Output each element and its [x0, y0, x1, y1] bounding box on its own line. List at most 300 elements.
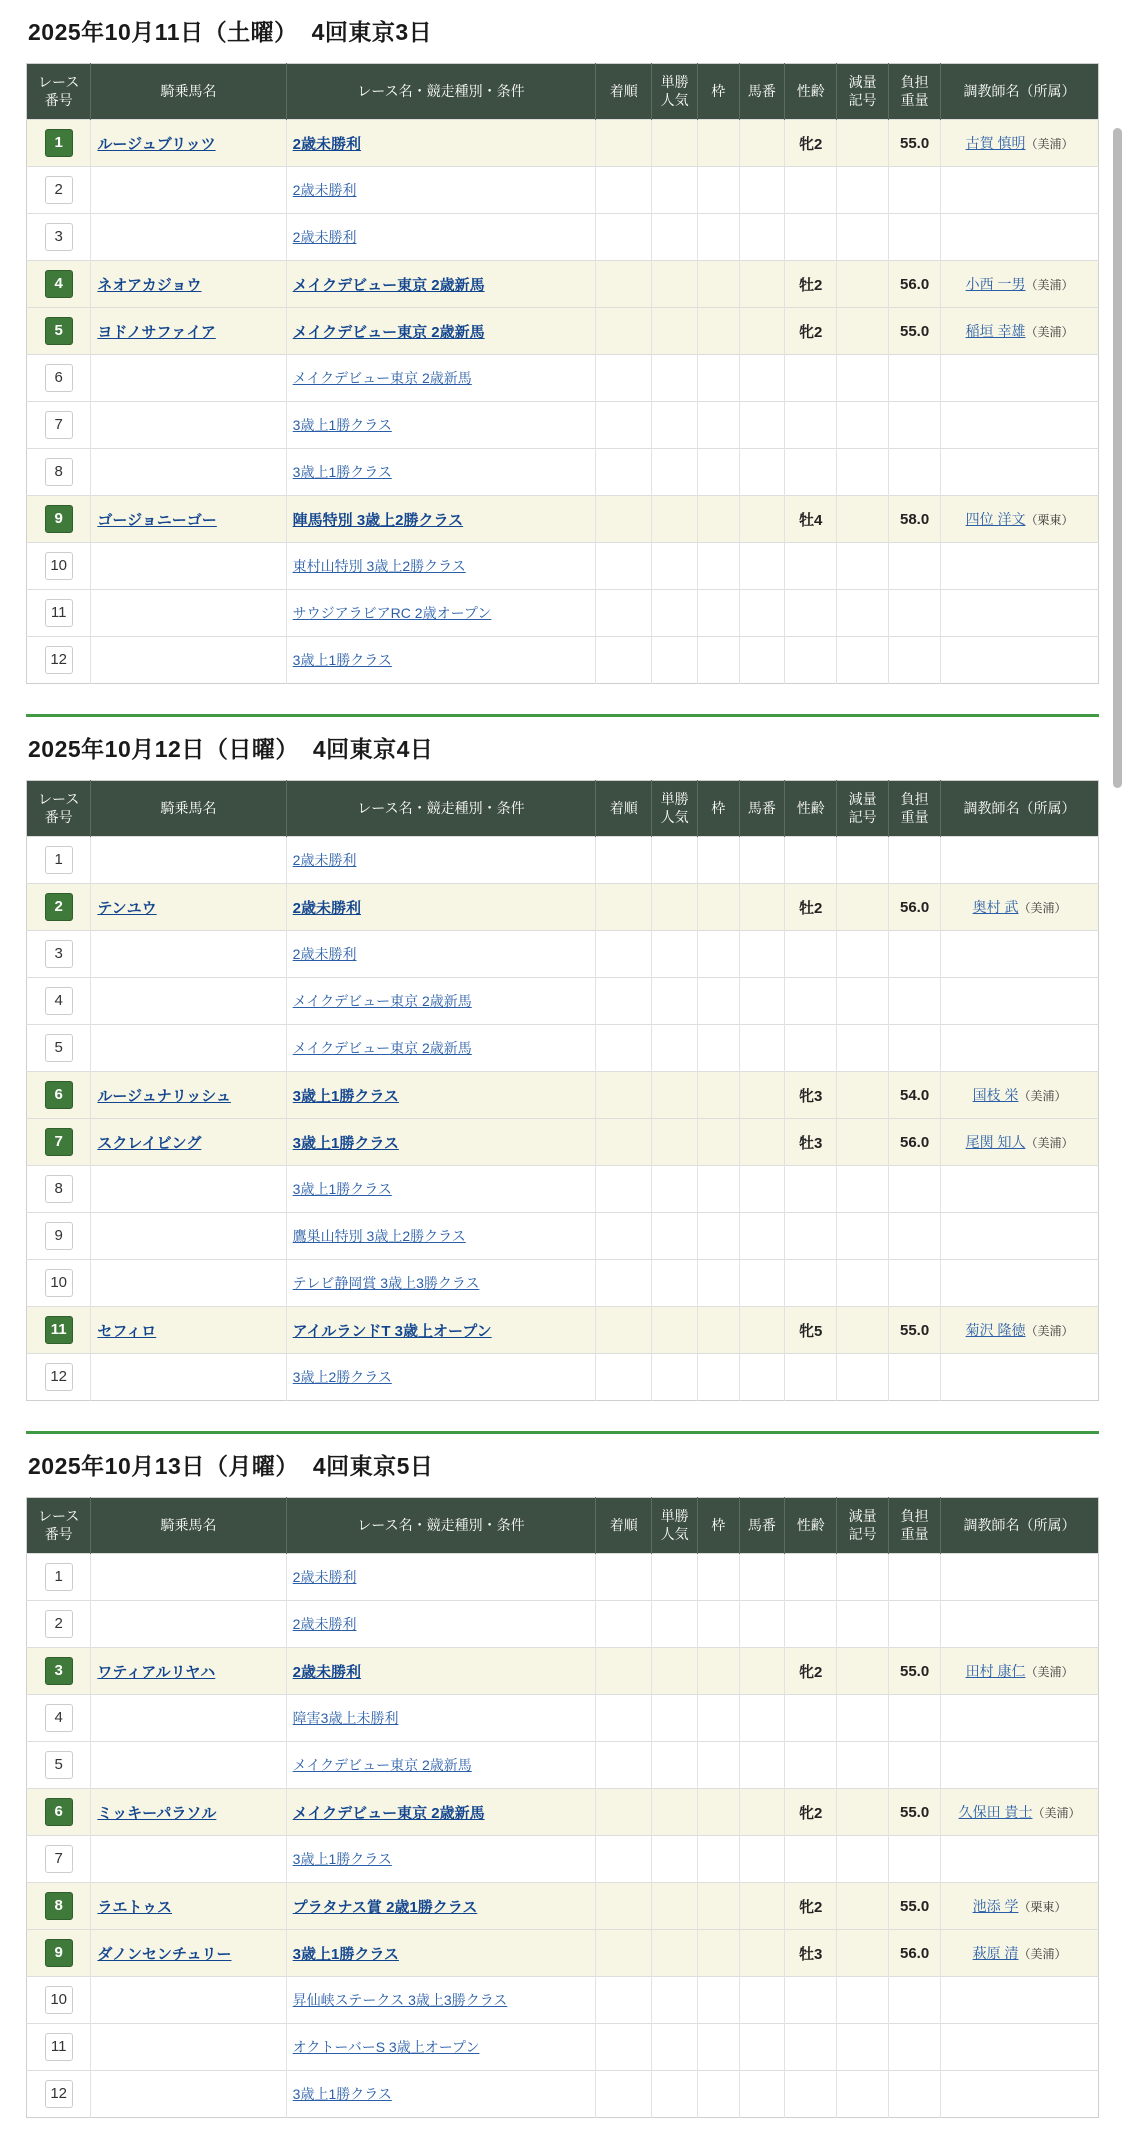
chakujun-cell — [596, 1119, 652, 1166]
race-no-badge[interactable]: 9 — [45, 1939, 73, 1967]
race-no-badge[interactable]: 4 — [45, 1704, 73, 1732]
genryo-cell — [837, 1260, 889, 1307]
horse-name-link[interactable]: ゴージョニーゴー — [97, 511, 217, 529]
race-name-link[interactable]: オクトーバーS 3歳上オープン — [292, 2039, 480, 2055]
race-name-link[interactable]: メイクデビュー東京 2歳新馬 — [292, 1040, 472, 1056]
race-no-cell — [27, 1213, 91, 1260]
race-no-badge[interactable]: 7 — [45, 1845, 73, 1873]
trainer-cell — [941, 167, 1099, 214]
table-row — [27, 1648, 1099, 1695]
race-no-badge[interactable]: 3 — [45, 940, 73, 968]
horse-name-cell — [91, 1836, 286, 1883]
waku-cell — [698, 837, 740, 884]
scrollbar-thumb[interactable] — [1113, 128, 1122, 788]
race-no-badge[interactable]: 5 — [45, 1034, 73, 1062]
table-row — [27, 1213, 1099, 1260]
trainer-link[interactable]: 小西 一男 — [965, 276, 1026, 292]
seirei-cell: 牝2 — [785, 1789, 837, 1836]
trainer-link[interactable]: 池添 学 — [972, 1898, 1019, 1914]
race-name-link[interactable]: アイルランドT 3歳上オープン — [292, 1322, 492, 1340]
race-table — [26, 63, 1099, 684]
umaban-cell — [739, 1883, 785, 1930]
race-no-badge[interactable]: 2 — [45, 176, 73, 204]
race-name-link[interactable]: 3歳上1勝クラス — [292, 464, 392, 480]
tansho-ninki-cell — [652, 543, 698, 590]
horse-name-cell — [91, 1742, 286, 1789]
race-no-badge[interactable]: 9 — [45, 1222, 73, 1250]
race-no-badge[interactable]: 8 — [45, 458, 73, 486]
race-name-link[interactable]: プラタナス賞 2歳1勝クラス — [292, 1898, 478, 1916]
race-no-badge[interactable]: 7 — [45, 411, 73, 439]
race-name-link[interactable]: 2歳未勝利 — [292, 1569, 357, 1585]
race-name-link[interactable]: 2歳未勝利 — [292, 899, 362, 917]
race-name-link[interactable]: 鷹巣山特別 3歳上2勝クラス — [292, 1228, 466, 1244]
race-name-link[interactable]: 3歳上1勝クラス — [292, 1087, 399, 1105]
race-name-link[interactable]: 2歳未勝利 — [292, 1616, 357, 1632]
futan-cell — [889, 402, 941, 449]
chakujun-cell — [596, 1213, 652, 1260]
chakujun-cell — [596, 837, 652, 884]
seirei-cell — [785, 1260, 837, 1307]
horse-name-link[interactable]: ダノンセンチュリー — [97, 1945, 232, 1963]
race-name-cell — [286, 308, 596, 355]
race-no-badge[interactable]: 11 — [45, 1316, 73, 1344]
waku-cell — [698, 1977, 740, 2024]
race-no-cell — [27, 1930, 91, 1977]
race-no-badge[interactable]: 2 — [45, 1610, 73, 1638]
tansho-ninki-cell — [652, 1977, 698, 2024]
trainer-affiliation: （美浦） — [1025, 278, 1074, 292]
umaban-cell — [739, 1260, 785, 1307]
umaban-cell — [739, 496, 785, 543]
genryo-cell — [837, 1354, 889, 1401]
waku-cell — [698, 496, 740, 543]
table-row — [27, 2071, 1099, 2118]
race-no-cell — [27, 1554, 91, 1601]
col-header-horse: 騎乗馬名 — [91, 64, 286, 120]
day-meeting: 4回東京5日 — [312, 1453, 434, 1479]
tansho-ninki-cell — [652, 1883, 698, 1930]
trainer-cell — [941, 1119, 1099, 1166]
race-no-badge[interactable]: 7 — [45, 1128, 73, 1156]
col-header-umaban: 馬番 — [739, 781, 785, 837]
futan-cell: 58.0 — [889, 496, 941, 543]
race-no-cell — [27, 1307, 91, 1354]
race-no-cell — [27, 1072, 91, 1119]
race-name-cell — [286, 1119, 596, 1166]
trainer-affiliation: （栗東） — [1025, 513, 1074, 527]
tansho-ninki-cell — [652, 355, 698, 402]
col-header-race-name: レース名・競走種別・条件 — [286, 781, 596, 837]
horse-name-cell — [91, 2071, 286, 2118]
race-no-cell — [27, 1648, 91, 1695]
futan-cell — [889, 1554, 941, 1601]
race-name-link[interactable]: 2歳未勝利 — [292, 852, 357, 868]
race-no-badge[interactable]: 4 — [45, 987, 73, 1015]
seirei-cell — [785, 1836, 837, 1883]
waku-cell — [698, 167, 740, 214]
race-no-badge[interactable]: 4 — [45, 270, 73, 298]
col-header-tansho-ninki: 単勝 人気 — [652, 1498, 698, 1554]
waku-cell — [698, 1789, 740, 1836]
race-no-cell — [27, 1836, 91, 1883]
genryo-cell — [837, 1742, 889, 1789]
seirei-cell — [785, 1166, 837, 1213]
tansho-ninki-cell — [652, 2071, 698, 2118]
race-name-link[interactable]: 3歳上1勝クラス — [292, 2086, 392, 2102]
futan-cell — [889, 978, 941, 1025]
trainer-cell — [941, 261, 1099, 308]
horse-name-link[interactable]: ルージュナリッシュ — [97, 1087, 231, 1105]
seirei-cell — [785, 543, 837, 590]
futan-cell: 55.0 — [889, 1307, 941, 1354]
race-name-cell — [286, 1260, 596, 1307]
futan-cell — [889, 590, 941, 637]
race-name-link[interactable]: 2歳未勝利 — [292, 135, 362, 153]
race-no-badge[interactable]: 10 — [45, 1986, 73, 2014]
table-row — [27, 1025, 1099, 1072]
waku-cell — [698, 449, 740, 496]
race-no-cell — [27, 1601, 91, 1648]
horse-name-link[interactable]: セフィロ — [97, 1322, 157, 1340]
race-no-badge[interactable]: 1 — [45, 846, 73, 874]
race-no-badge[interactable]: 10 — [45, 1269, 73, 1297]
umaban-cell — [739, 449, 785, 496]
race-name-link[interactable]: 2歳未勝利 — [292, 1663, 362, 1681]
waku-cell — [698, 1836, 740, 1883]
chakujun-cell — [596, 1789, 652, 1836]
race-no-badge[interactable]: 2 — [45, 893, 73, 921]
seirei-cell — [785, 1554, 837, 1601]
horse-name-link[interactable]: ミッキーパラソル — [97, 1804, 217, 1822]
race-no-badge[interactable]: 3 — [45, 223, 73, 251]
race-name-cell — [286, 120, 596, 167]
horse-name-cell — [91, 214, 286, 261]
chakujun-cell — [596, 1930, 652, 1977]
chakujun-cell — [596, 167, 652, 214]
waku-cell — [698, 1260, 740, 1307]
genryo-cell — [837, 637, 889, 684]
race-name-link[interactable]: 3歳上1勝クラス — [292, 417, 392, 433]
chakujun-cell — [596, 1977, 652, 2024]
race-name-cell — [286, 1601, 596, 1648]
trainer-cell — [941, 1601, 1099, 1648]
waku-cell — [698, 1554, 740, 1601]
day-header — [26, 0, 1099, 63]
waku-cell — [698, 1072, 740, 1119]
race-no-cell — [27, 1260, 91, 1307]
trainer-cell — [941, 1742, 1099, 1789]
trainer-link[interactable]: 尾関 知人 — [965, 1134, 1026, 1150]
genryo-cell — [837, 2071, 889, 2118]
race-no-badge[interactable]: 1 — [45, 1563, 73, 1591]
horse-name-cell — [91, 496, 286, 543]
trainer-cell — [941, 1648, 1099, 1695]
race-name-link[interactable]: 3歳上2勝クラス — [292, 1369, 392, 1385]
futan-cell — [889, 1260, 941, 1307]
horse-name-cell — [91, 1025, 286, 1072]
chakujun-cell — [596, 2071, 652, 2118]
umaban-cell — [739, 2024, 785, 2071]
trainer-link[interactable]: 四位 洋文 — [965, 511, 1026, 527]
trainer-cell — [941, 1072, 1099, 1119]
umaban-cell — [739, 308, 785, 355]
trainer-cell — [941, 1260, 1099, 1307]
trainer-affiliation: （美浦） — [1025, 1324, 1074, 1338]
horse-name-cell — [91, 1789, 286, 1836]
table-row — [27, 978, 1099, 1025]
horse-name-cell — [91, 1354, 286, 1401]
day-header — [26, 717, 1099, 780]
trainer-cell — [941, 1166, 1099, 1213]
chakujun-cell — [596, 1648, 652, 1695]
col-header-waku: 枠 — [698, 781, 740, 837]
race-name-link[interactable]: 2歳未勝利 — [292, 229, 357, 245]
day-block — [0, 0, 1125, 684]
seirei-cell — [785, 167, 837, 214]
genryo-cell — [837, 449, 889, 496]
seirei-cell: 牡3 — [785, 1119, 837, 1166]
race-name-link[interactable]: テレビ静岡賞 3歳上3勝クラス — [292, 1275, 480, 1291]
horse-name-link[interactable]: ワティアルリヤハ — [97, 1663, 216, 1681]
col-header-seirei: 性齢 — [785, 64, 837, 120]
futan-cell — [889, 1025, 941, 1072]
race-no-badge[interactable]: 12 — [45, 2080, 73, 2108]
trainer-cell — [941, 355, 1099, 402]
futan-cell — [889, 355, 941, 402]
race-name-link[interactable]: 3歳上1勝クラス — [292, 1945, 399, 1963]
race-name-link[interactable]: メイクデビュー東京 2歳新馬 — [292, 276, 485, 294]
seirei-cell — [785, 355, 837, 402]
trainer-link[interactable]: 奥村 武 — [972, 899, 1019, 915]
table-row — [27, 1166, 1099, 1213]
trainer-cell — [941, 978, 1099, 1025]
tansho-ninki-cell — [652, 1119, 698, 1166]
race-name-link[interactable]: メイクデビュー東京 2歳新馬 — [292, 370, 472, 386]
tansho-ninki-cell — [652, 496, 698, 543]
seirei-cell: 牡2 — [785, 884, 837, 931]
waku-cell — [698, 1742, 740, 1789]
umaban-cell — [739, 837, 785, 884]
seirei-cell: 牝2 — [785, 120, 837, 167]
col-header-race-no: レース 番号 — [27, 64, 91, 120]
race-no-cell — [27, 1789, 91, 1836]
race-no-badge[interactable]: 9 — [45, 505, 73, 533]
race-name-cell — [286, 1354, 596, 1401]
race-name-cell — [286, 214, 596, 261]
genryo-cell — [837, 1977, 889, 2024]
tansho-ninki-cell — [652, 637, 698, 684]
race-no-badge[interactable]: 6 — [45, 1081, 73, 1109]
trainer-link[interactable]: 古賀 慎明 — [965, 135, 1026, 151]
futan-cell: 56.0 — [889, 1119, 941, 1166]
waku-cell — [698, 1213, 740, 1260]
horse-name-link[interactable]: テンユウ — [97, 899, 157, 917]
horse-name-cell — [91, 120, 286, 167]
umaban-cell — [739, 1554, 785, 1601]
col-header-seirei: 性齢 — [785, 781, 837, 837]
horse-name-link[interactable]: スクレイビング — [97, 1134, 202, 1152]
race-no-badge[interactable]: 6 — [45, 364, 73, 392]
race-name-cell — [286, 402, 596, 449]
race-no-badge[interactable]: 11 — [45, 2033, 73, 2061]
chakujun-cell — [596, 449, 652, 496]
race-name-link[interactable]: メイクデビュー東京 2歳新馬 — [292, 323, 485, 341]
trainer-link[interactable]: 田村 康仁 — [965, 1663, 1026, 1679]
umaban-cell — [739, 214, 785, 261]
futan-cell — [889, 1166, 941, 1213]
chakujun-cell — [596, 355, 652, 402]
waku-cell — [698, 1695, 740, 1742]
trainer-affiliation: （美浦） — [1025, 1136, 1074, 1150]
trainer-affiliation: （美浦） — [1032, 1806, 1081, 1820]
race-no-cell — [27, 261, 91, 308]
race-name-link[interactable]: 2歳未勝利 — [292, 182, 357, 198]
horse-name-cell — [91, 1554, 286, 1601]
tansho-ninki-cell — [652, 167, 698, 214]
table-row — [27, 308, 1099, 355]
race-no-cell — [27, 837, 91, 884]
race-name-cell — [286, 449, 596, 496]
trainer-cell — [941, 1930, 1099, 1977]
umaban-cell — [739, 931, 785, 978]
tansho-ninki-cell — [652, 1307, 698, 1354]
race-no-badge[interactable]: 12 — [45, 646, 73, 674]
horse-name-cell — [91, 1213, 286, 1260]
horse-name-link[interactable]: ルージュブリッツ — [97, 135, 216, 153]
race-no-badge[interactable]: 5 — [45, 317, 73, 345]
race-no-cell — [27, 543, 91, 590]
col-header-umaban: 馬番 — [739, 64, 785, 120]
horse-name-cell — [91, 1072, 286, 1119]
chakujun-cell — [596, 308, 652, 355]
horse-name-cell — [91, 1977, 286, 2024]
race-name-link[interactable]: 3歳上1勝クラス — [292, 1134, 399, 1152]
trainer-link[interactable]: 萩原 清 — [972, 1945, 1019, 1961]
trainer-affiliation: （美浦） — [1025, 325, 1074, 339]
umaban-cell — [739, 590, 785, 637]
genryo-cell — [837, 355, 889, 402]
trainer-link[interactable]: 国枝 栄 — [972, 1087, 1019, 1103]
col-header-genryo: 減量 記号 — [837, 64, 889, 120]
race-no-badge[interactable]: 8 — [45, 1892, 73, 1920]
horse-name-cell — [91, 1601, 286, 1648]
race-no-badge[interactable]: 8 — [45, 1175, 73, 1203]
genryo-cell — [837, 1213, 889, 1260]
trainer-cell — [941, 1836, 1099, 1883]
race-name-link[interactable]: メイクデビュー東京 2歳新馬 — [292, 1804, 485, 1822]
col-header-trainer: 調教師名（所属） — [941, 64, 1099, 120]
waku-cell — [698, 1354, 740, 1401]
day-block — [0, 717, 1125, 1401]
race-no-cell — [27, 402, 91, 449]
race-no-badge[interactable]: 6 — [45, 1798, 73, 1826]
futan-cell — [889, 837, 941, 884]
race-name-link[interactable]: 障害3歳上未勝利 — [292, 1710, 399, 1726]
race-no-cell — [27, 1977, 91, 2024]
table-row — [27, 120, 1099, 167]
race-name-cell — [286, 1742, 596, 1789]
race-no-badge[interactable]: 5 — [45, 1751, 73, 1779]
race-name-cell — [286, 1554, 596, 1601]
race-name-link[interactable]: メイクデビュー東京 2歳新馬 — [292, 993, 472, 1009]
horse-name-link[interactable]: ラエトゥス — [97, 1898, 173, 1916]
race-name-link[interactable]: メイクデビュー東京 2歳新馬 — [292, 1757, 472, 1773]
tansho-ninki-cell — [652, 1554, 698, 1601]
seirei-cell — [785, 2071, 837, 2118]
horse-name-link[interactable]: ヨドノサファイア — [97, 323, 216, 341]
race-no-badge[interactable]: 12 — [45, 1363, 73, 1391]
race-name-cell — [286, 1213, 596, 1260]
race-no-badge[interactable]: 1 — [45, 129, 73, 157]
race-no-badge[interactable]: 10 — [45, 552, 73, 580]
genryo-cell — [837, 1119, 889, 1166]
chakujun-cell — [596, 1695, 652, 1742]
chakujun-cell — [596, 496, 652, 543]
race-name-cell — [286, 1648, 596, 1695]
race-name-cell — [286, 931, 596, 978]
race-no-cell — [27, 2071, 91, 2118]
futan-cell — [889, 1695, 941, 1742]
waku-cell — [698, 1119, 740, 1166]
race-name-link[interactable]: 3歳上1勝クラス — [292, 652, 392, 668]
race-name-link[interactable]: 東村山特別 3歳上2勝クラス — [292, 558, 466, 574]
trainer-cell — [941, 1695, 1099, 1742]
seirei-cell: 牝2 — [785, 1883, 837, 1930]
trainer-link[interactable]: 菊沢 隆徳 — [965, 1322, 1026, 1338]
waku-cell — [698, 1883, 740, 1930]
table-row — [27, 1883, 1099, 1930]
umaban-cell — [739, 1789, 785, 1836]
waku-cell — [698, 261, 740, 308]
race-name-link[interactable]: 昇仙峡ステークス 3歳上3勝クラス — [292, 1992, 508, 2008]
umaban-cell — [739, 1742, 785, 1789]
table-row — [27, 1930, 1099, 1977]
seirei-cell: 牝2 — [785, 1648, 837, 1695]
trainer-link[interactable]: 久保田 貴士 — [958, 1804, 1033, 1820]
umaban-cell — [739, 402, 785, 449]
trainer-cell — [941, 402, 1099, 449]
umaban-cell — [739, 1977, 785, 2024]
race-name-link[interactable]: 陣馬特別 3歳上2勝クラス — [292, 511, 464, 529]
horse-name-cell — [91, 1307, 286, 1354]
race-name-link[interactable]: サウジアラビアRC 2歳オープン — [292, 605, 492, 621]
table-row — [27, 931, 1099, 978]
genryo-cell — [837, 402, 889, 449]
race-no-badge[interactable]: 11 — [45, 599, 73, 627]
genryo-cell — [837, 261, 889, 308]
tansho-ninki-cell — [652, 1836, 698, 1883]
horse-name-link[interactable]: ネオアカジョウ — [97, 276, 202, 294]
genryo-cell — [837, 543, 889, 590]
race-name-link[interactable]: 2歳未勝利 — [292, 946, 357, 962]
tansho-ninki-cell — [652, 214, 698, 261]
race-no-cell — [27, 884, 91, 931]
trainer-cell — [941, 496, 1099, 543]
seirei-cell — [785, 1213, 837, 1260]
race-name-link[interactable]: 3歳上1勝クラス — [292, 1851, 392, 1867]
tansho-ninki-cell — [652, 1695, 698, 1742]
col-header-chakujun: 着順 — [596, 1498, 652, 1554]
genryo-cell — [837, 167, 889, 214]
trainer-cell — [941, 590, 1099, 637]
col-header-race-no: レース 番号 — [27, 1498, 91, 1554]
col-header-genryo: 減量 記号 — [837, 1498, 889, 1554]
race-name-link[interactable]: 3歳上1勝クラス — [292, 1181, 392, 1197]
table-row — [27, 543, 1099, 590]
race-no-badge[interactable]: 3 — [45, 1657, 73, 1685]
trainer-link[interactable]: 稲垣 幸雄 — [965, 323, 1026, 339]
